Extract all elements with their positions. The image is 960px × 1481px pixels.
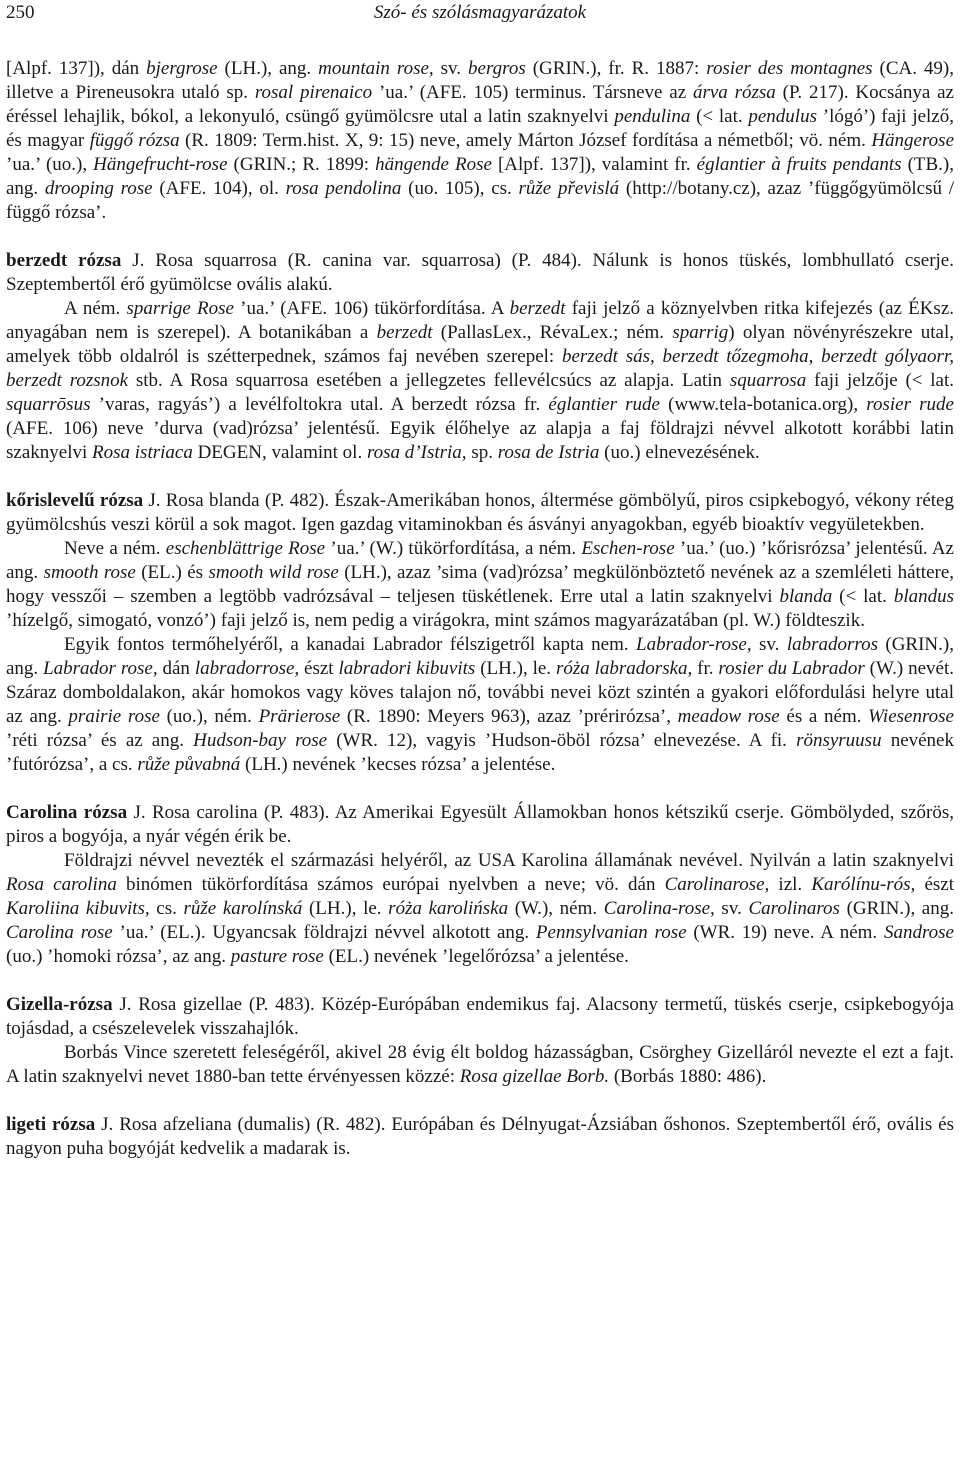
entry-paragraph: Borbás Vince szeretett feleségéről, akivel 28 évig élt boldog házasságban, Csörghey Gizelláról nevezte el ezt a fajt. A latin szaknyelvi nevet 1880-ban tette érvényessen közzé: Rosa gizellae Borb. (Borbás 1880: 486). — [6, 1042, 954, 1087]
entry-paragraph: A ném. sparrige Rose ’ua.’ (AFE. 106) tükörfordítása. A berzedt faji jelző a köznyelvben ritka kifejezés (az ÉKsz. anyagában nem is szerepel). A botanikában a berzedt (PallasLex., RévaLex.; ném. sparrig) olyan növényrészekre utal, amelyek több oldalról is szétterpednek, számos faj nevében szerepel: berzedt sás, berzedt tőzegmoha, berzedt gólyaorr, berzedt rozsnok stb. A Rosa squarrosa esetében a jellegzetes fellevélcsúcs az alapja. Latin squarrosa faji jelzője (< lat. squarrōsus ’varas, ragyás’) a levélfoltokra utal. A berzedt rózsa fr. églantier rude (www.tela-botanica.org), rosier rude (AFE. 106) neve ’durva (vad)rózsa’ jelentésű. Egyik élőhelye az alapja a faj földrajzi névvel alkotott korábbi latin szaknyelvi Rosa istriaca DEGEN, valamint ol. rosa d’Istria, sp. rosa de Istria (uo.) elnevezésének. — [6, 298, 955, 463]
entry-paragraph: Carolina rózsa J. Rosa carolina (P. 483). Az Amerikai Egyesült Államokban honos kétszikű cserje. Gömbölyded, szőrös, piros a bogyója, a nyár végén érik be. — [6, 802, 954, 847]
entry-gizella-rozsa — [6, 993, 954, 1089]
running-title: Szó- és szólásmagyarázatok — [373, 2, 587, 23]
entry-paragraph: Neve a ném. eschenblättrige Rose ’ua.’ (W.) tükörfordítása, a ném. Eschen-rose ’ua.’ (uo.) ’kőrisrózsa’ jelentésű. Az ang. smooth rose (EL.) és smooth wild rose (LH.), azaz ’sima (vad)rózsa’ megkülönböztető nevének az a szemléleti háttere, hogy vesszői – szemben a legtöbb vadrózsával – teljesen tüskétlenek. Erre utal a latin szaknyelvi blanda (< lat. blandus ’hízelgő, simogató, vonzó’) faji jelző is, nem pedig a virágokra, mint számos magyarázatában (pl. W.) földteszik. — [6, 538, 955, 631]
entry-paragraph: berzedt rózsa J. Rosa squarrosa (R. canina var. squarrosa) (P. 484). Nálunk is honos tüskés, lombhullató cserje. Szeptembertől érő gyümölcse ovális alakú. — [6, 250, 954, 295]
entry-paragraph: Gizella-rózsa J. Rosa gizellae (P. 483). Közép-Európában endemikus faj. Alacsony termetű, tüskés cserje, csipkebogyója tojásdad, a csészelevelek visszahajlók. — [6, 994, 954, 1039]
entry-carolina-rozsa — [6, 801, 954, 969]
page-header — [0, 0, 960, 30]
entry-berzedt-rozsa — [6, 249, 954, 465]
page-body — [6, 57, 954, 1161]
entry-paragraph: ligeti rózsa J. Rosa afzeliana (dumalis) (R. 482). Európában és Délnyugat-Ázsiában őshonos. Szeptembertől érő, ovális és nagyon puha bogyóját kedvelik a madarak is. — [6, 1114, 954, 1159]
page-number: 250 — [6, 2, 35, 23]
entry-korislevelu-rozsa — [6, 489, 954, 777]
entry-continuation — [6, 57, 954, 225]
entry-paragraph: Földrajzi névvel nevezték el származási helyéről, az USA Karolina államának nevével. Nyilván a latin szaknyelvi Rosa carolina binómen tükörfordítása számos európai nyelvben a neve; vö. dán Carolinarose, izl. Karólínu-rós, észt Karoliina kibuvits, cs. růže karolínská (LH.), le. róża karolińska (W.), ném. Carolina-rose, sv. Carolinaros (GRIN.), ang. Carolina rose ’ua.’ (EL.). Ugyancsak földrajzi névvel alkotott ang. Pennsylvanian rose (WR. 19) neve. A ném. Sandrose (uo.) ’homoki rózsa’, az ang. pasture rose (EL.) nevének ’legelőrózsa’ a jelentése. — [6, 850, 954, 967]
entry-paragraph: Egyik fontos termőhelyéről, a kanadai Labrador félszigetről kapta nem. Labrador-rose, sv. labradorros (GRIN.), ang. Labrador rose, dán labradorrose, észt labradori kibuvits (LH.), le. róża labradorska, fr. rosier du Labrador (W.) nevét. Száraz domboldalakon, akár homokos vagy köves talajon nő, további nevei közt szintén a gyakori előfordulási helyre utal az ang. prairie rose (uo.), ném. Prärierose (R. 1890: Meyers 963), azaz ’prérirózsa’, meadow rose és a ném. Wiesenrose ’réti rózsa’ és az ang. Hudson-bay rose (WR. 12), vagyis ’Hudson-öböl rózsa’ elnevezése. A fi. rönsyruusu nevének ’futórózsa’, a cs. růže půvabná (LH.) nevének ’kecses rózsa’ a jelentése. — [6, 634, 955, 775]
entry-paragraph: kőrislevelű rózsa J. Rosa blanda (P. 482). Észak-Amerikában honos, áltermése gömbölyű, piros csipkebogyó, vékony réteg gyümölcshús veszi körül a sok magot. Igen gazdag vitaminokban és ásványi anyagokban, egyéb bioaktív vegyületekben. — [6, 490, 954, 535]
entry-ligeti-rozsa — [6, 1113, 954, 1161]
entry-paragraph: [Alpf. 137]), dán bjergrose (LH.), ang. mountain rose, sv. bergros (GRIN.), fr. R. 1887: rosier des montagnes (CA. 49), illetve a Pireneusokra utaló sp. rosal pirenaico ’ua.’ (AFE. 105) terminus. Társneve az árva rózsa (P. 217). Kocsánya az éréssel lehajlik, bókol, a lekonyuló, csüngő gyümölcsre utal a latin szaknyelvi pendulina (< lat. pendulus ’lógó’) faji jelző, és magyar függő rózsa (R. 1809: Term.hist. X, 9: 15) neve, amely Márton József fordítása a németből; vö. ném. Hängerose ’ua.’ (uo.), Hängefrucht-rose (GRIN.; R. 1899: hängende Rose [Alpf. 137]), valamint fr. églantier à fruits pendants (TB.), ang. drooping rose (AFE. 104), ol. rosa pendolina (uo. 105), cs. růže převislá (http://botany.cz), azaz ’függőgyümölcsű / függő rózsa’. — [6, 58, 955, 223]
